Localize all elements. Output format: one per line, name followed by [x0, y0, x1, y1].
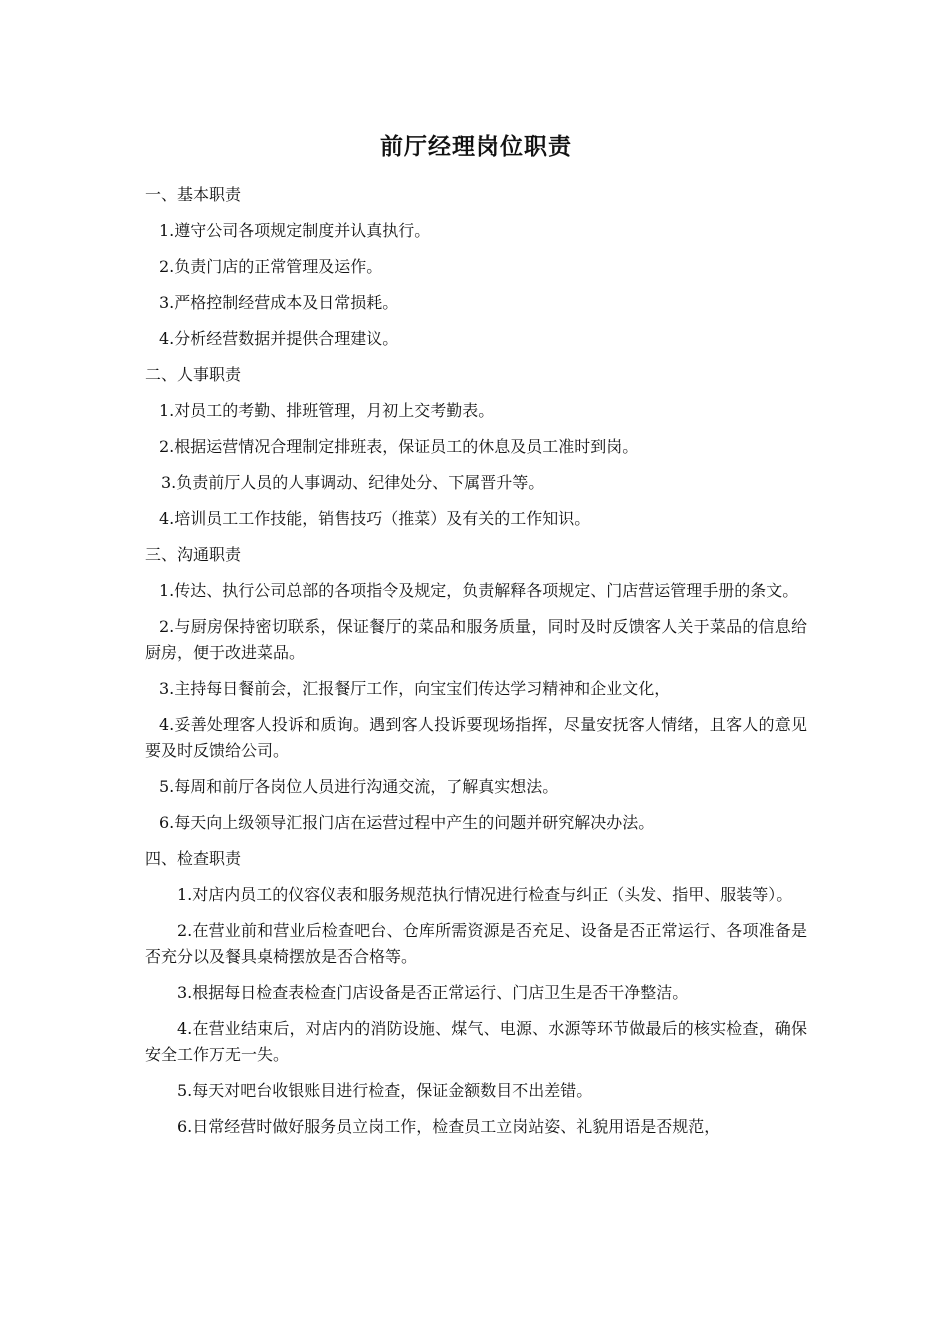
duty-item: 5.每周和前厅各岗位人员进行沟通交流，了解真实想法。: [159, 777, 559, 796]
duty-item: 5.每天对吧台收银账目进行检查，保证金额数目不出差错。: [177, 1081, 593, 1100]
duty-item: 4.培训员工工作技能，销售技巧（推菜）及有关的工作知识。: [159, 509, 591, 528]
document-title: 前厅经理岗位职责: [380, 133, 572, 160]
duty-item: 2.与厨房保持密切联系，保证餐厅的菜品和服务质量，同时及时反馈客人关于菜品的信息给厨房，便于改进菜品。: [145, 617, 807, 662]
section-communication-duties: [145, 542, 807, 836]
duty-item: 3.根据每日检查表检查门店设备是否正常运行、门店卫生是否干净整洁。: [177, 983, 689, 1002]
duty-item: 2.负责门店的正常管理及运作。: [159, 257, 383, 276]
duty-item: 3.严格控制经营成本及日常损耗。: [159, 293, 399, 312]
section-heading: 二、人事职责: [145, 365, 242, 384]
duty-item: 6.日常经营时做好服务员立岗工作，检查员工立岗站姿、礼貌用语是否规范，: [177, 1117, 721, 1136]
duty-item: 1.传达、执行公司总部的各项指令及规定，负责解释各项规定、门店营运管理手册的条文。: [159, 581, 799, 600]
duty-item: 4.分析经营数据并提供合理建议。: [159, 329, 399, 348]
section-personnel-duties: [145, 362, 807, 532]
section-inspection-duties: [145, 846, 807, 1140]
duty-item: 2.根据运营情况合理制定排班表，保证员工的休息及员工准时到岗。: [159, 437, 639, 456]
duty-item: 3.负责前厅人员的人事调动、纪律处分、下属晋升等。: [161, 473, 545, 492]
section-heading: 三、沟通职责: [145, 545, 242, 564]
duty-item: 3.主持每日餐前会，汇报餐厅工作，向宝宝们传达学习精神和企业文化，: [159, 679, 671, 698]
duty-item: 4.妥善处理客人投诉和质询。遇到客人投诉要现场指挥，尽量安抚客人情绪，且客人的意见要及时反馈给公司。: [145, 715, 807, 760]
duty-item: 1.遵守公司各项规定制度并认真执行。: [159, 221, 431, 240]
duty-item: 4.在营业结束后，对店内的消防设施、煤气、电源、水源等环节做最后的核实检查，确保安全工作万无一失。: [145, 1019, 807, 1064]
duty-item: 6.每天向上级领导汇报门店在运营过程中产生的问题并研究解决办法。: [159, 813, 655, 832]
duty-item: 1.对员工的考勤、排班管理，月初上交考勤表。: [159, 401, 495, 420]
section-heading: 四、检查职责: [145, 849, 242, 868]
section-basic-duties: [145, 182, 807, 352]
section-heading: 一、基本职责: [145, 185, 242, 204]
duty-item: 2.在营业前和营业后检查吧台、仓库所需资源是否充足、设备是否正常运行、各项准备是否充分以及餐具桌椅摆放是否合格等。: [145, 921, 807, 966]
duty-item: 1.对店内员工的仪容仪表和服务规范执行情况进行检查与纠正（头发、指甲、服装等）。: [177, 885, 793, 904]
document-body: [145, 130, 807, 1150]
